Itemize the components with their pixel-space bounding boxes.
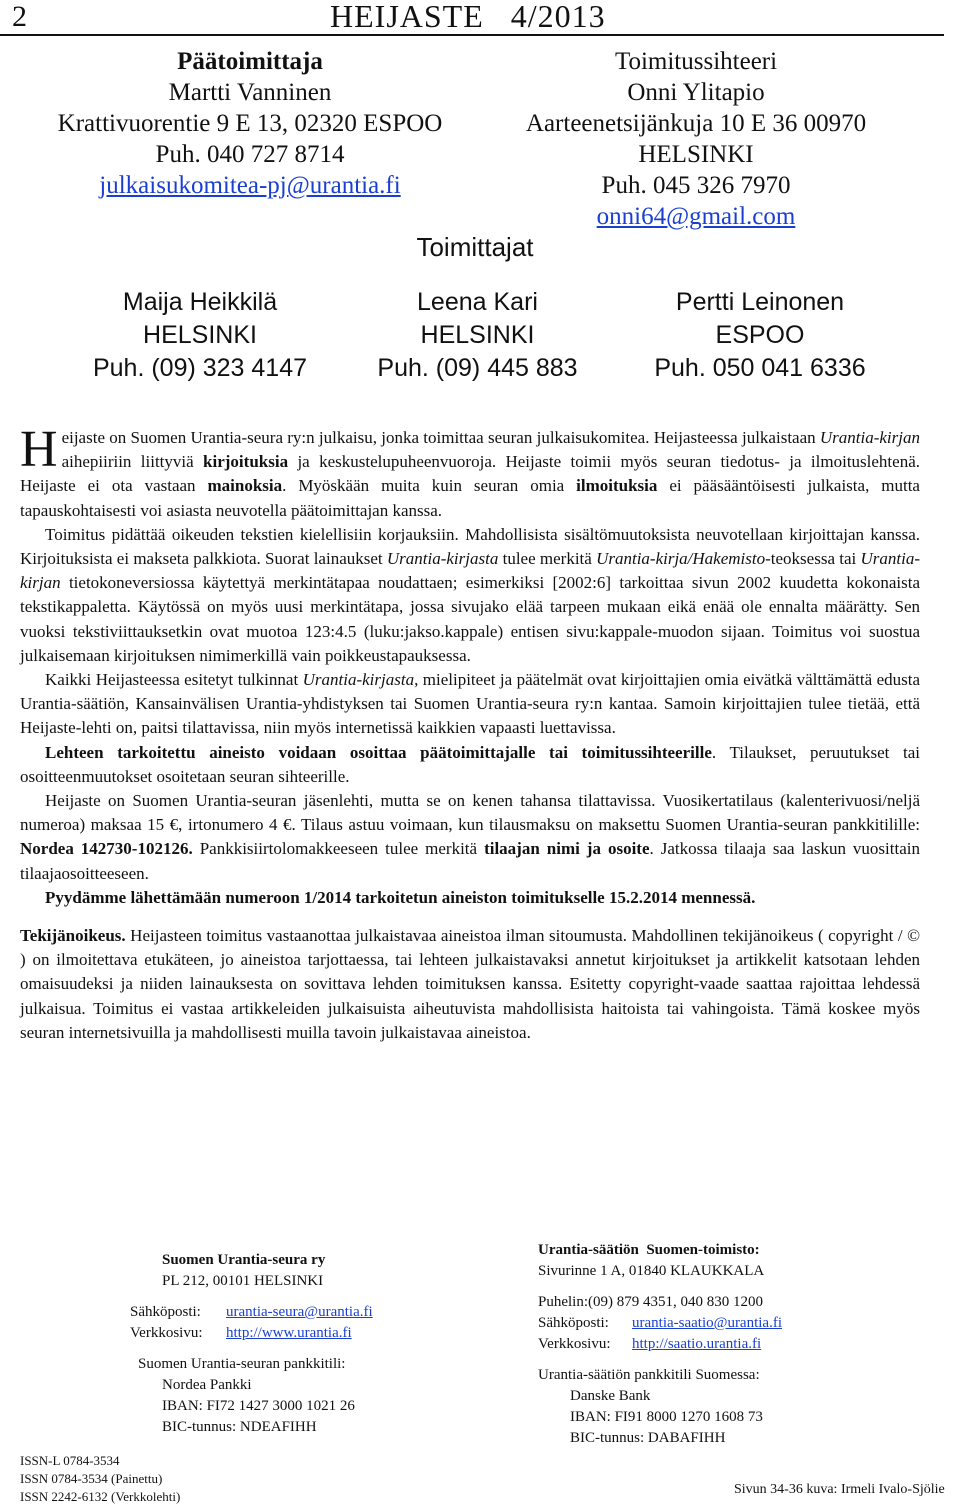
foundation-contact-block: [538, 1240, 838, 1449]
foundation-bic: BIC-tunnus: DABAFIHH: [570, 1430, 726, 1446]
editor-city: HELSINKI: [143, 321, 257, 349]
editor-city: HELSINKI: [420, 321, 535, 349]
society-bank-title: Suomen Urantia-seuran pankkitili:: [138, 1356, 346, 1372]
editing-paragraph: Toimitus pidättää oikeuden tekstien kielellisiin korjauksiin. Mahdollisista sisältömuutoksista neuvotellaan kirjoittajan kanssa. Kirjoituksista ei makseta palkkiota. Suorat lainaukset Urantia-kirjasta tulee merkitä Urantia-kirja/Hakemisto-teoksessa tai Urantia-kirjan tietokoneversiossa käytettyä merkintätapaa noudattaen; esimerkiksi [2002:6] tarkoittaa sivun 2002 kuudetta kokonaista tekstikappaletta. Käytössä on myös uusi merkintätapa, jossa sivujako elää tarpeen mukaan eikä enää ole ennalta määrätty. Sen vuoksi tekstiviittauksetkin ovat muotoa 123:4.5 (luku:jakso.kappale) entisen sivu:kappale-muodon sijaan. Toimitus voi suostua julkaisemaan kirjoituksen nimimerkillä vain poikkeustapauksessa.: [20, 524, 920, 665]
issn-print: ISSN 0784-3534 (Painettu): [20, 1471, 163, 1486]
editor-in-chief-role: Päätoimittaja: [177, 48, 323, 75]
issn-block: [20, 1452, 180, 1506]
deadline-paragraph: Pyydämme lähettämään numeroon 1/2014 tarkoitetun aineiston toimitukselle 15.2.2014 mennessä.: [45, 887, 756, 907]
secretary-email-link[interactable]: onni64@gmail.com: [596, 203, 796, 230]
secretary-phone: Puh. 045 326 7970: [601, 172, 791, 199]
issn-l: ISSN-L 0784-3534: [20, 1453, 120, 1468]
foundation-address: Sivurinne 1 A, 01840 KLAUKKALA: [538, 1263, 765, 1279]
secretary-name: Onni Ylitapio: [627, 79, 765, 106]
editor-in-chief-address: Krattivuorentie 9 E 13, 02320 ESPOO: [57, 110, 443, 137]
foundation-email-label: Sähköposti:: [538, 1315, 609, 1331]
editors-heading: Toimittajat: [416, 232, 534, 262]
society-address: PL 212, 00101 HELSINKI: [162, 1273, 324, 1289]
society-contact-block: [130, 1250, 430, 1438]
editor-in-chief-name: Martti Vanninen: [168, 79, 332, 106]
editor-name: Pertti Leinonen: [675, 288, 845, 316]
society-email-label: Sähköposti:: [130, 1304, 201, 1320]
society-web-label: Verkkosivu:: [130, 1325, 203, 1341]
drop-cap: H: [20, 421, 58, 478]
foundation-bank: Danske Bank: [570, 1388, 651, 1404]
editor-in-chief-email-link[interactable]: julkaisukomitea-pj@urantia.fi: [99, 172, 401, 199]
editor-name: Maija Heikkilä: [122, 288, 278, 316]
editor-in-chief-phone: Puh. 040 727 8714: [155, 141, 345, 168]
header-rule: [0, 34, 944, 36]
page-number: 2: [12, 0, 27, 33]
editor-card: [50, 286, 350, 385]
society-bank: Nordea Pankki: [162, 1377, 252, 1393]
subscription-paragraph: Heijaste on Suomen Urantia-seuran jäsenlehti, mutta se on kenen tahansa tilattavissa. Vuosikertatilaus (kalenterivuosi/neljä numeroa) maksaa 15 €, irtonumero 4 €. Tilaus astuu voimaan, kun tilausmaksu on maksettu Suomen Urantia-seuran pankkitilille: Nordea 142730-102126. Pankkisiirtolomakkeeseen tulee merkitä tilaajan nimi ja osoite. Jatkossa tilaaja saa laskun vuosittain tilaajaosoitteeseen.: [20, 791, 920, 883]
submission-paragraph: Lehteen tarkoitettu aineisto voidaan osoittaa päätoimittajalle tai toimitussihteerille. Tilaukset, peruutukset tai osoitteenmuutokset osoitetaan seuran sihteerille.: [20, 742, 920, 786]
editor-card: [345, 286, 610, 385]
society-name: Suomen Urantia-seura ry: [162, 1252, 326, 1268]
foundation-phone: Puhelin:(09) 879 4351, 040 830 1200: [538, 1294, 763, 1310]
editor-phone: Puh. 050 041 6336: [654, 354, 866, 382]
copyright-paragraph: Tekijänoikeus. Heijasteen toimitus vastaanottaa julkaistavaa aineistoa ilman sitoumusta. Mahdollinen tekijänoikeus ( copyright / © ) on ilmoitettava etukäteen, jo aineistoa tarjottaessa, tai lehteen julkaistavaksi annetut kirjoitukset ja artikkelit katsotaan lehden omaisuudeksi ja niiden lainauksesta on sovittava lehden toimituksen kanssa. Esitetty copyright-vaade saattaa rajoittaa lehdessä julkaisua. Toimitus ei vastaa artikkeleiden julkaisuista aiheutuvista mahdollisista haitoista tai vahingoista. Tämä koskee myös seuran internetsivuilla ja mahdollisesti muilla tavoin julkaistavaa aineistoa.: [20, 926, 920, 1042]
foundation-web-link[interactable]: http://saatio.urantia.fi: [632, 1336, 762, 1352]
editor-in-chief-block: [0, 46, 500, 201]
editor-city: ESPOO: [715, 321, 805, 349]
society-iban: IBAN: FI72 1427 3000 1021 26: [162, 1398, 355, 1414]
society-web-link[interactable]: http://www.urantia.fi: [226, 1325, 352, 1341]
foundation-iban: IBAN: FI91 8000 1270 1608 73: [570, 1409, 763, 1425]
issn-web: ISSN 2242-6132 (Verkkolehti): [20, 1489, 181, 1504]
society-email-link[interactable]: urantia-seura@urantia.fi: [226, 1304, 373, 1320]
foundation-email-link[interactable]: urantia-saatio@urantia.fi: [632, 1315, 782, 1331]
editor-phone: Puh. (09) 445 883: [377, 354, 578, 382]
editor-card: [600, 286, 920, 385]
foundation-name: Urantia-säätiön Suomen-toimisto:: [538, 1242, 760, 1258]
disclaimer-paragraph: Kaikki Heijasteessa esitetyt tulkinnat Urantia-kirjasta, mielipiteet ja päätelmät ovat kirjoittajien omia eivätkä välttämättä edusta Urantia-säätiön, Kansainvälisen Urantia-yhdistyksen tai Suomen Urantia-seura ry:n kantaa. Samoin kirjoittajien tulee tietää, että Heijaste-lehti on, paitsi tilattavissa, niin myös internetissä kaikkien vapaasti luettavissa.: [20, 670, 921, 738]
intro-paragraph: Heijaste on Suomen Urantia-seura ry:n julkaisu, jonka toimittaa seuran julkaisukomitea. Heijasteessa julkaistaan Urantia-kirjan aihepiiriin liittyviä kirjoituksia ja keskustelupuheenvuoroja. Heijaste toimii myös seuran tiedotus- ja ilmoituslehtenä. Heijaste ei ota vastaan mainoksia. Myöskään muita kuin seuran omia ilmoituksia ei pääsääntöisesti julkaista, mutta tapauskohtaisesti voi asiasta neuvotella päätoimittajan kanssa.: [20, 421, 920, 520]
photo-credit: Sivun 34-36 kuva: Irmeli Ivalo-Sjölie: [734, 1482, 945, 1497]
society-bic: BIC-tunnus: NDEAFIHH: [162, 1419, 317, 1435]
foundation-web-label: Verkkosivu:: [538, 1336, 611, 1352]
editor-name: Leena Kari: [417, 288, 538, 316]
foundation-bank-title: Urantia-säätiön pankkitili Suomessa:: [538, 1367, 760, 1383]
editor-phone: Puh. (09) 323 4147: [92, 354, 308, 382]
secretary-block: [470, 46, 922, 232]
body-text: [20, 421, 921, 1045]
secretary-role: Toimitussihteeri: [614, 48, 778, 75]
secretary-address: Aarteenetsijänkuja 10 E 36 00970 HELSINKI: [525, 110, 867, 168]
magazine-title: HEIJASTE 4/2013: [330, 0, 606, 34]
